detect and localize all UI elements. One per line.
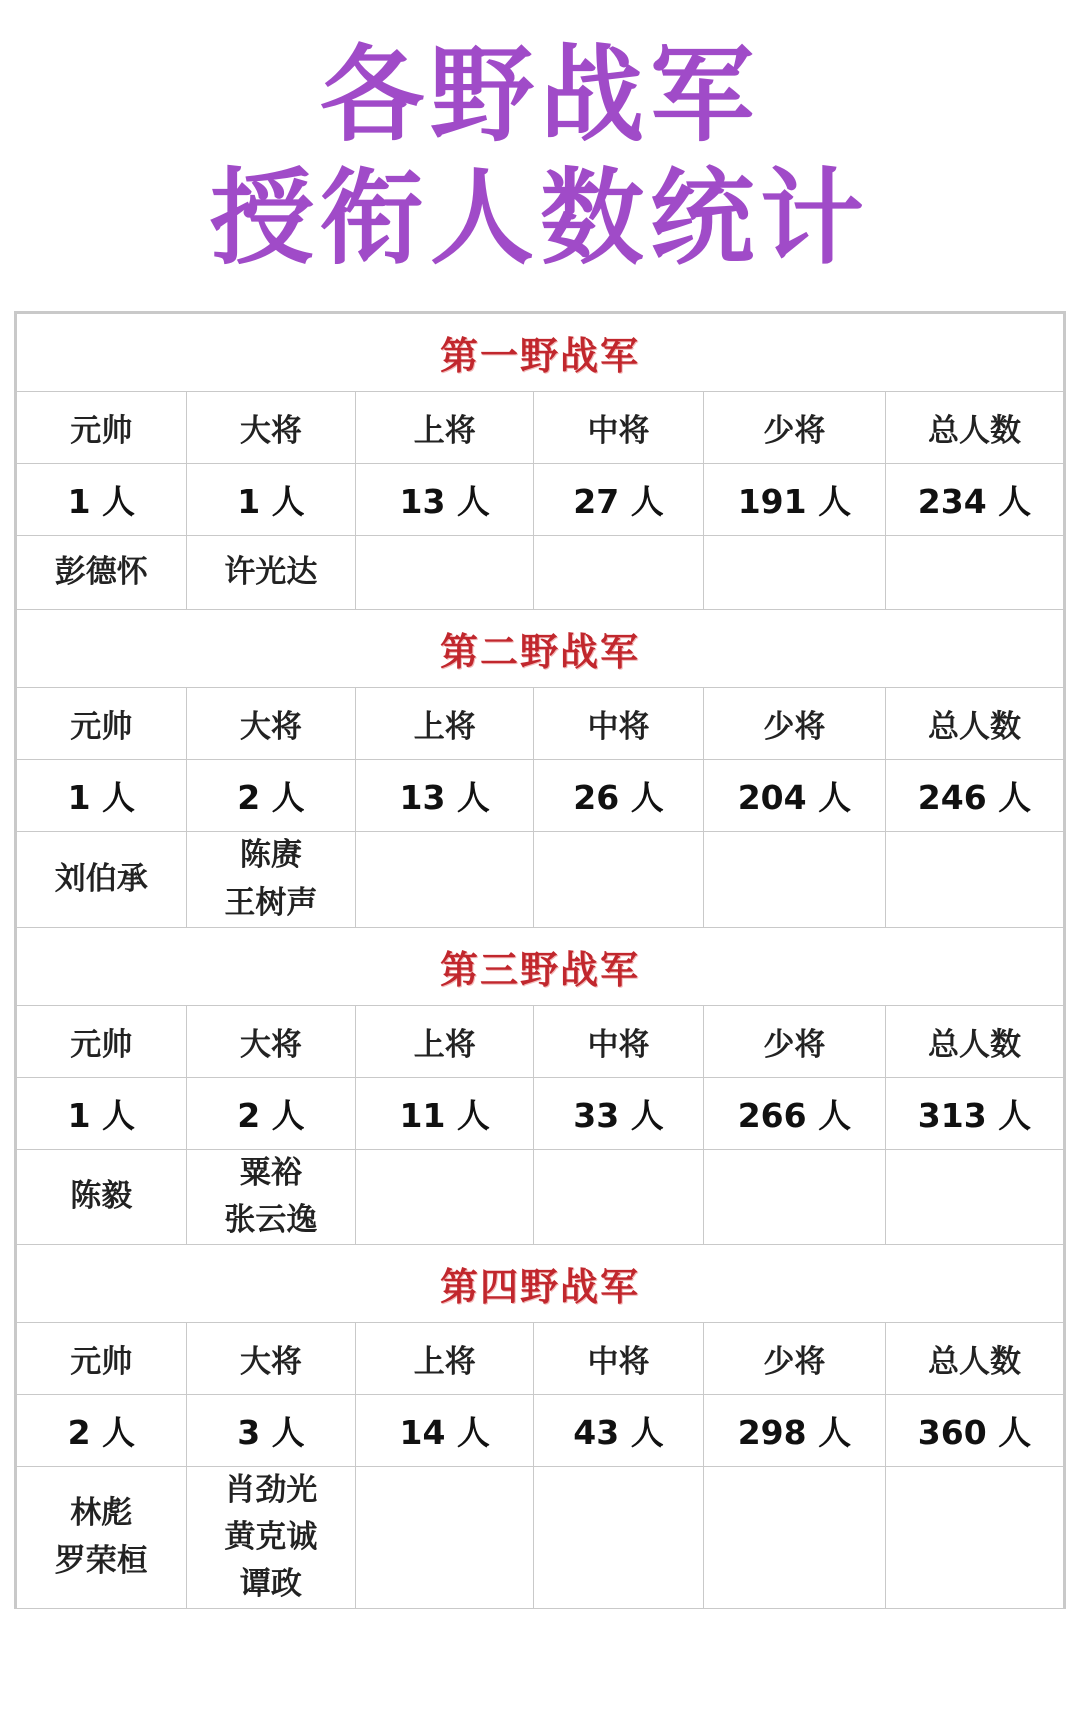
names-marshal (17, 1466, 187, 1608)
column-header-major-general: 少将 (703, 1322, 885, 1394)
column-header-total: 总人数 (885, 1322, 1063, 1394)
count-senior-general: 13 人 (356, 464, 534, 536)
stats-table-container (14, 311, 1066, 1609)
group-title-cell (17, 927, 1064, 1005)
count-marshal: 1 人 (17, 464, 187, 536)
column-header-major-general: 少将 (703, 392, 885, 464)
group-title-row (17, 927, 1064, 1005)
group-title-text: 第三野战军 (439, 947, 640, 992)
column-header-general: 大将 (186, 688, 356, 760)
column-header-marshal: 元帅 (17, 688, 187, 760)
names-marshal (17, 536, 187, 610)
names-senior-general (356, 536, 534, 610)
count-row (17, 464, 1064, 536)
group-title-row (17, 610, 1064, 688)
group-title-text: 第二野战军 (439, 630, 640, 675)
count-major-general: 266 人 (703, 1077, 885, 1149)
count-lieutenant-general: 26 人 (534, 760, 704, 832)
group-title-cell (17, 314, 1064, 392)
person-name: 黄克诚 (224, 1518, 318, 1555)
names-major-general (703, 832, 885, 927)
person-name: 陈毅 (70, 1178, 133, 1215)
column-header-senior-general: 上将 (356, 688, 534, 760)
column-header-total: 总人数 (885, 392, 1063, 464)
names-senior-general (356, 1466, 534, 1608)
names-major-general (703, 536, 885, 610)
count-row (17, 760, 1064, 832)
count-total: 360 人 (885, 1394, 1063, 1466)
page-title (0, 0, 1080, 289)
column-header-senior-general: 上将 (356, 1322, 534, 1394)
person-name: 肖劲光 (224, 1471, 318, 1508)
count-row (17, 1077, 1064, 1149)
stats-table-body (17, 314, 1064, 1609)
column-header-general: 大将 (186, 392, 356, 464)
person-name: 刘伯承 (54, 860, 148, 897)
group-title-text: 第一野战军 (439, 334, 640, 379)
count-marshal: 1 人 (17, 760, 187, 832)
person-name: 王树声 (224, 884, 318, 921)
names-lieutenant-general (534, 832, 704, 927)
person-name: 张云逸 (224, 1201, 318, 1238)
count-senior-general: 11 人 (356, 1077, 534, 1149)
count-general: 2 人 (186, 1077, 356, 1149)
header-row (17, 688, 1064, 760)
names-total (885, 1149, 1063, 1244)
column-header-general: 大将 (186, 1322, 356, 1394)
count-total: 234 人 (885, 464, 1063, 536)
group-title-cell (17, 610, 1064, 688)
names-marshal (17, 1149, 187, 1244)
column-header-marshal: 元帅 (17, 392, 187, 464)
person-name: 粟裕 (239, 1154, 302, 1191)
names-marshal (17, 832, 187, 927)
count-total: 313 人 (885, 1077, 1063, 1149)
group-title-text: 第四野战军 (439, 1264, 640, 1309)
count-general: 1 人 (186, 464, 356, 536)
names-general (186, 1149, 356, 1244)
count-lieutenant-general: 33 人 (534, 1077, 704, 1149)
column-header-lieutenant-general: 中将 (534, 392, 704, 464)
names-senior-general (356, 832, 534, 927)
column-header-senior-general: 上将 (356, 392, 534, 464)
count-general: 3 人 (186, 1394, 356, 1466)
count-senior-general: 14 人 (356, 1394, 534, 1466)
group-title-row (17, 314, 1064, 392)
group-title-cell (17, 1244, 1064, 1322)
count-marshal: 2 人 (17, 1394, 187, 1466)
names-row (17, 832, 1064, 927)
header-row (17, 1322, 1064, 1394)
column-header-lieutenant-general: 中将 (534, 1005, 704, 1077)
person-name: 谭政 (239, 1566, 302, 1603)
count-senior-general: 13 人 (356, 760, 534, 832)
names-lieutenant-general (534, 1466, 704, 1608)
count-major-general: 191 人 (703, 464, 885, 536)
count-marshal: 1 人 (17, 1077, 187, 1149)
column-header-marshal: 元帅 (17, 1322, 187, 1394)
group-title-row (17, 1244, 1064, 1322)
names-lieutenant-general (534, 1149, 704, 1244)
count-lieutenant-general: 27 人 (534, 464, 704, 536)
names-total (885, 536, 1063, 610)
count-lieutenant-general: 43 人 (534, 1394, 704, 1466)
names-major-general (703, 1149, 885, 1244)
count-major-general: 298 人 (703, 1394, 885, 1466)
names-general (186, 536, 356, 610)
count-row (17, 1394, 1064, 1466)
names-major-general (703, 1466, 885, 1608)
page-title-line-1: 各野战军 (319, 34, 760, 156)
column-header-lieutenant-general: 中将 (534, 688, 704, 760)
column-header-senior-general: 上将 (356, 1005, 534, 1077)
names-row (17, 1466, 1064, 1608)
names-general (186, 832, 356, 927)
column-header-major-general: 少将 (703, 1005, 885, 1077)
names-senior-general (356, 1149, 534, 1244)
count-major-general: 204 人 (703, 760, 885, 832)
names-general (186, 1466, 356, 1608)
count-general: 2 人 (186, 760, 356, 832)
count-total: 246 人 (885, 760, 1063, 832)
names-row (17, 1149, 1064, 1244)
names-row (17, 536, 1064, 610)
column-header-total: 总人数 (885, 688, 1063, 760)
names-lieutenant-general (534, 536, 704, 610)
header-row (17, 392, 1064, 464)
column-header-lieutenant-general: 中将 (534, 1322, 704, 1394)
column-header-major-general: 少将 (703, 688, 885, 760)
column-header-marshal: 元帅 (17, 1005, 187, 1077)
header-row (17, 1005, 1064, 1077)
person-name: 彭德怀 (54, 554, 148, 591)
column-header-general: 大将 (186, 1005, 356, 1077)
names-total (885, 1466, 1063, 1608)
person-name: 罗荣桓 (54, 1542, 148, 1579)
person-name: 林彪 (70, 1495, 133, 1532)
names-total (885, 832, 1063, 927)
column-header-total: 总人数 (885, 1005, 1063, 1077)
person-name: 许光达 (224, 554, 318, 591)
stats-table (16, 313, 1064, 1609)
page-title-line-2: 授衔人数统计 (209, 156, 870, 279)
person-name: 陈赓 (239, 837, 302, 874)
